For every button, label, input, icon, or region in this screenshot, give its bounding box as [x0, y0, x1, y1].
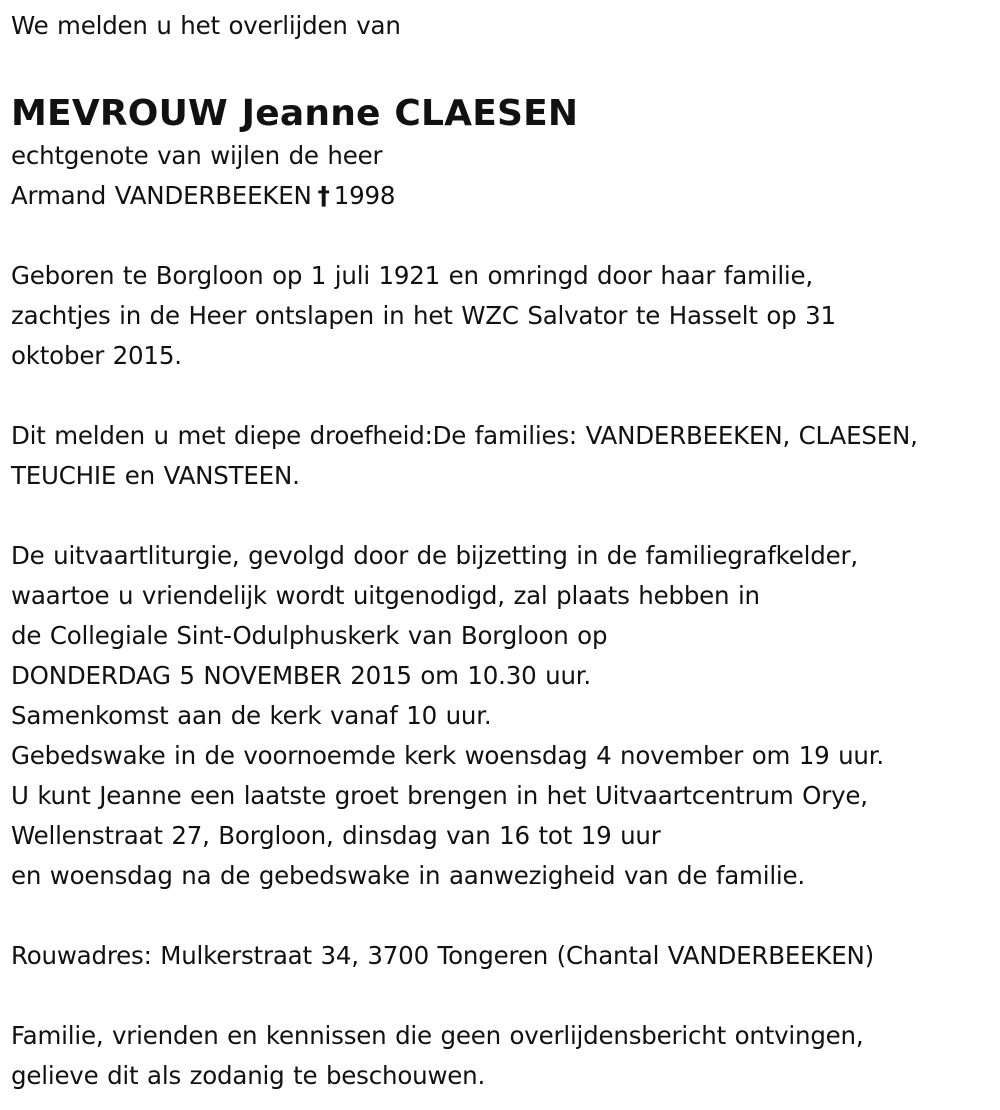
- mourning-address: Rouwadres: Mulkerstraat 34, 3700 Tongeren (Chantal VANDERBEEKEN): [11, 941, 875, 970]
- funeral-paragraph: [11, 536, 996, 896]
- paragraph-line: oktober 2015.: [11, 341, 182, 370]
- paragraph-line: Geboren te Borgloon op 1 juli 1921 en omringd door haar familie,: [11, 261, 813, 290]
- spacer: [11, 976, 996, 1016]
- spacer: [11, 216, 996, 256]
- death-notice: [11, 6, 996, 1096]
- paragraph-line: Familie, vrienden en kennissen die geen overlijdensbericht ontvingen,: [11, 1021, 864, 1050]
- cross-icon: †: [317, 181, 330, 210]
- paragraph-line: TEUCHIE en VANSTEEN.: [11, 461, 300, 490]
- spacer: [11, 376, 996, 416]
- families-paragraph: [11, 416, 996, 496]
- spacer: [11, 496, 996, 536]
- paragraph-line: en woensdag na de gebedswake in aanwezigheid van de familie.: [11, 861, 806, 890]
- paragraph-line: Samenkomst aan de kerk vanaf 10 uur.: [11, 701, 492, 730]
- paragraph-line: gelieve dit als zodanig te beschouwen.: [11, 1061, 486, 1090]
- paragraph-line: Gebedswake in de voornoemde kerk woensdag 4 november om 19 uur.: [11, 741, 884, 770]
- paragraph-line: DONDERDAG 5 NOVEMBER 2015 om 10.30 uur.: [11, 661, 591, 690]
- closing-paragraph: [11, 1016, 996, 1096]
- deceased-name: MEVROUW Jeanne CLAESEN: [11, 93, 579, 134]
- birth-death-paragraph: [11, 256, 996, 376]
- paragraph-line: Dit melden u met diepe droefheid:De families: VANDERBEEKEN, CLAESEN,: [11, 421, 918, 450]
- paragraph-line: Wellenstraat 27, Borgloon, dinsdag van 16 tot 19 uur: [11, 821, 661, 850]
- paragraph-line: U kunt Jeanne een laatste groet brengen in het Uitvaartcentrum Orye,: [11, 781, 868, 810]
- spacer: [11, 896, 996, 936]
- spouse-block: [11, 136, 996, 216]
- paragraph-line: zachtjes in de Heer ontslapen in het WZC Salvator te Hasselt op 31: [11, 301, 836, 330]
- paragraph-line: de Collegiale Sint-Odulphuskerk van Borgloon op: [11, 621, 608, 650]
- spouse-death-year: 1998: [333, 181, 396, 210]
- intro-text: We melden u het overlijden van: [11, 11, 401, 40]
- paragraph-line: De uitvaartliturgie, gevolgd door de bijzetting in de familiegrafkelder,: [11, 541, 858, 570]
- spouse-name: Armand VANDERBEEKEN: [11, 181, 312, 210]
- spouse-line: echtgenote van wijlen de heer: [11, 141, 383, 170]
- paragraph-line: waartoe u vriendelijk wordt uitgenodigd, zal plaats hebben in: [11, 581, 760, 610]
- spouse-name-line: [11, 176, 996, 216]
- spacer: [11, 46, 996, 86]
